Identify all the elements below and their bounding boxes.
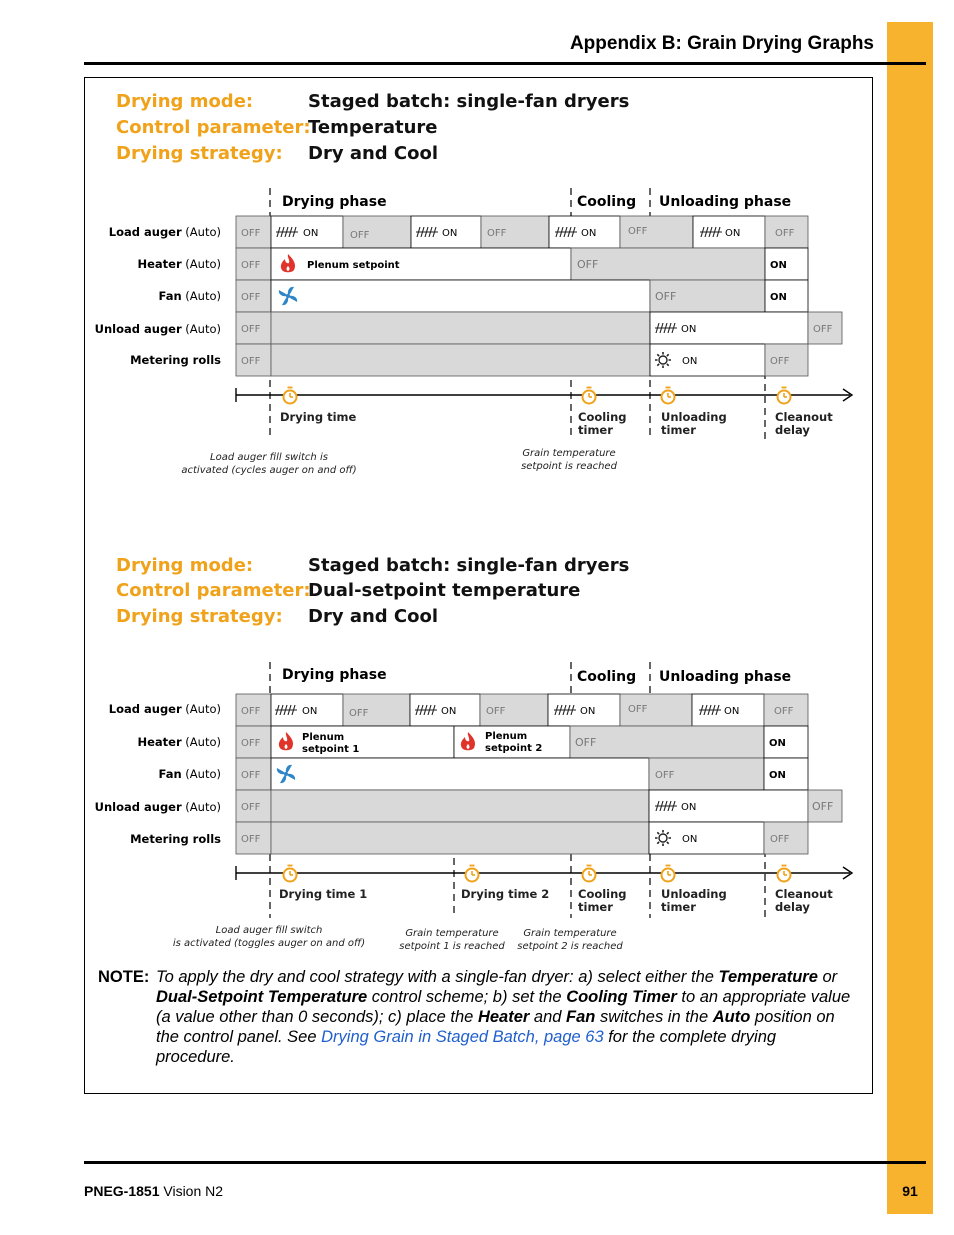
state-off: OFF (241, 324, 261, 335)
row-unload-auger (236, 312, 842, 344)
drying-mode-label: Drying mode: (116, 91, 254, 112)
phase-drying-label: Drying phase (282, 194, 387, 210)
control-parameter-label: Control parameter: (116, 580, 311, 601)
heater-setpoint-1-label: Plenum (302, 732, 345, 743)
state-on: ON (581, 228, 597, 239)
drying-strategy-label: Drying strategy: (116, 606, 283, 627)
timer-icon (778, 388, 791, 404)
row-metering-rolls (236, 344, 808, 376)
state-on: ON (770, 260, 787, 271)
annotation-setpoint-2: setpoint is reached (521, 461, 617, 472)
note-block (98, 967, 858, 1067)
phase-unloading-label: Unloading phase (659, 194, 792, 210)
row-label-metering-rolls: Metering rolls (130, 353, 221, 367)
state-on: ON (681, 802, 697, 813)
state-on: ON (682, 356, 698, 367)
state-off: OFF (487, 228, 507, 239)
row-metering-rolls (236, 822, 808, 854)
drying-strategy-value: Dry and Cool (308, 143, 439, 164)
state-off: OFF (770, 834, 790, 845)
heater-setpoint-2-label: Plenum (485, 731, 528, 742)
row-label-metering-rolls: Metering rolls (130, 832, 221, 846)
state-off: OFF (628, 226, 648, 237)
annotation-fill-switch-2: is activated (toggles auger on and off) (172, 938, 366, 949)
state-on: ON (442, 228, 458, 239)
timer-label-drying-time-2: Drying time 2 (461, 887, 550, 901)
phase-cooling-label: Cooling (577, 669, 637, 685)
timer-label-unloading-2: timer (661, 423, 696, 437)
state-on: ON (769, 770, 786, 781)
annotation-setpoint-1: Grain temperature (405, 928, 499, 939)
timer-label-cleanout: Cleanout (775, 887, 833, 901)
annotation-fill-switch: Load auger fill switch (215, 925, 323, 936)
row-fan (236, 758, 808, 790)
state-off: OFF (812, 800, 834, 813)
state-off: OFF (349, 708, 369, 719)
row-label-load-auger: Load auger (Auto) (108, 225, 221, 239)
heater-setpoint-2-label-2: setpoint 2 (485, 743, 543, 754)
heater-setpoint-1-label-2: setpoint 1 (302, 744, 360, 755)
timer-label-cleanout-2: delay (775, 900, 810, 914)
state-on: ON (769, 738, 786, 749)
row-unload-auger (236, 790, 842, 822)
state-off: OFF (655, 770, 675, 781)
state-off: OFF (241, 228, 261, 239)
timer-label-cooling-2: timer (578, 423, 613, 437)
state-on: ON (725, 228, 741, 239)
drying-mode-label: Drying mode: (116, 555, 254, 576)
drying-mode-value: Staged batch: single-fan dryers (308, 555, 630, 576)
graph2-diagram (95, 662, 852, 952)
state-off: OFF (241, 706, 261, 717)
row-label-heater: Heater (Auto) (137, 257, 221, 271)
timer-label-unloading-2: timer (661, 900, 696, 914)
state-off: OFF (241, 292, 261, 303)
state-on: ON (302, 706, 318, 717)
drying-procedure-link[interactable]: Drying Grain in Staged Batch, page 63 (321, 1028, 604, 1046)
row-label-unload-auger: Unload auger (Auto) (94, 322, 221, 336)
drying-strategy-value: Dry and Cool (308, 606, 439, 627)
state-on: ON (770, 292, 787, 303)
state-on: ON (681, 324, 697, 335)
state-on: ON (303, 228, 319, 239)
timer-icon (778, 866, 791, 882)
timer-label-cooling: Cooling (578, 887, 627, 901)
state-off: OFF (241, 770, 261, 781)
control-parameter-value: Temperature (308, 117, 438, 138)
timer-label-cleanout-2: delay (775, 423, 810, 437)
row-label-heater: Heater (Auto) (137, 735, 221, 749)
state-off: OFF (241, 834, 261, 845)
state-off: OFF (655, 290, 677, 303)
state-off: OFF (774, 706, 794, 717)
row-label-fan: Fan (Auto) (158, 289, 221, 303)
state-off: OFF (241, 260, 261, 271)
timer-icon (583, 388, 596, 404)
row-load-auger (236, 216, 808, 248)
timer-label-cooling: Cooling (578, 410, 627, 424)
state-on: ON (441, 706, 457, 717)
state-off: OFF (486, 706, 506, 717)
timer-icon (466, 866, 479, 882)
annotation-setpoint: Grain temperature (522, 448, 616, 459)
control-parameter-value: Dual-setpoint temperature (308, 580, 581, 601)
timer-label-cooling-2: timer (578, 900, 613, 914)
timer-icon (583, 866, 596, 882)
footer-document-id: PNEG-1851 Vision N2 (84, 1183, 224, 1199)
heater-setpoint-label: Plenum setpoint (307, 260, 400, 271)
timer-icon (284, 388, 297, 404)
note-text: To apply the dry and cool strategy with a single-fan dryer: a) select either the Temperature or Dual-Setpoint Temperature control scheme; b) set the Cooling Timer to an appropriate value (a value other than 0 seconds); c) place the Heater and Fan switches in the Auto position on the control panel. See Drying Grain in Staged Batch, page 63 for the complete drying procedure. (156, 968, 851, 1066)
timer-label-drying-time: Drying time (280, 410, 357, 424)
footer-rule (84, 1161, 926, 1164)
row-label-unload-auger: Unload auger (Auto) (94, 800, 221, 814)
state-on: ON (580, 706, 596, 717)
row-load-auger (236, 694, 808, 726)
timer-label-drying-time-1: Drying time 1 (279, 887, 368, 901)
row-label-fan: Fan (Auto) (158, 767, 221, 781)
row-label-load-auger: Load auger (Auto) (108, 702, 221, 716)
graph1-diagram (95, 188, 852, 476)
timer-icon (662, 866, 675, 882)
state-off: OFF (350, 230, 370, 241)
state-off: OFF (770, 356, 790, 367)
state-off: OFF (577, 258, 599, 271)
annotation-setpoint-1-2: setpoint 1 is reached (399, 941, 505, 952)
timer-label-unloading: Unloading (661, 410, 727, 424)
state-off: OFF (241, 356, 261, 367)
row-fan (236, 280, 808, 312)
state-off: OFF (241, 802, 261, 813)
note-label: NOTE: (98, 968, 150, 986)
annotation-setpoint-2-2: setpoint 2 is reached (517, 941, 623, 952)
state-off: OFF (813, 324, 833, 335)
annotation-fill-switch-2: activated (cycles auger on and off) (181, 465, 357, 476)
control-parameter-label: Control parameter: (116, 117, 311, 138)
state-off: OFF (575, 736, 597, 749)
timer-icon (284, 866, 297, 882)
page-header-title: Appendix B: Grain Drying Graphs (569, 33, 874, 54)
state-on: ON (682, 834, 698, 845)
annotation-fill-switch: Load auger fill switch is (210, 452, 328, 463)
annotation-setpoint-2: Grain temperature (523, 928, 617, 939)
state-off: OFF (241, 738, 261, 749)
phase-drying-label: Drying phase (282, 667, 387, 683)
timer-label-cleanout: Cleanout (775, 410, 833, 424)
state-off: OFF (775, 228, 795, 239)
timer-icon (662, 388, 675, 404)
page-number: 91 (902, 1183, 918, 1199)
drying-strategy-label: Drying strategy: (116, 143, 283, 164)
state-on: ON (724, 706, 740, 717)
phase-unloading-label: Unloading phase (659, 669, 792, 685)
phase-cooling-label: Cooling (577, 194, 637, 210)
state-off: OFF (628, 704, 648, 715)
drying-mode-value: Staged batch: single-fan dryers (308, 91, 630, 112)
timer-label-unloading: Unloading (661, 887, 727, 901)
